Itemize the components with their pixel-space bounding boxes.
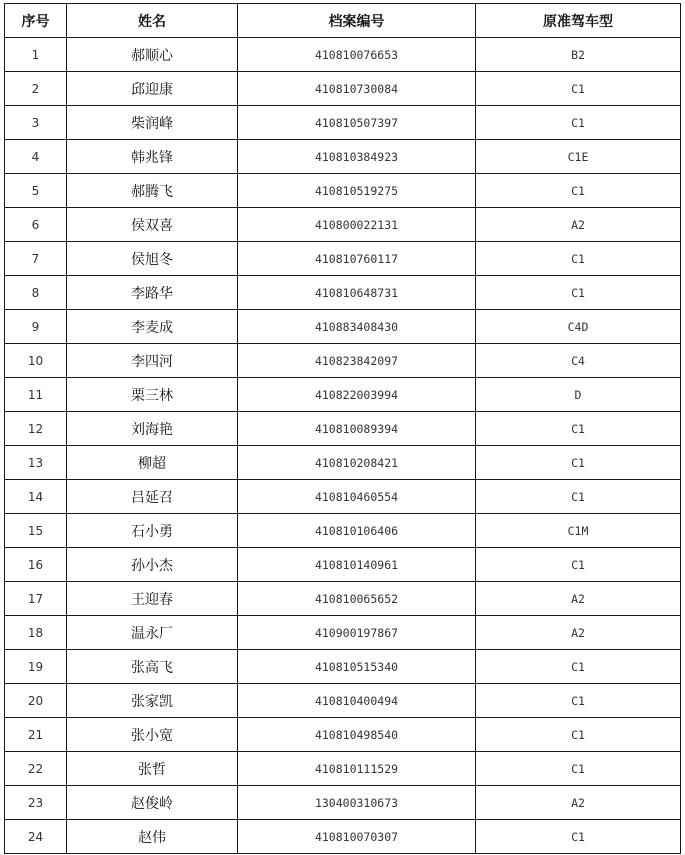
cell-file-number: 410810140961 [238, 548, 476, 582]
cell-license-class: C1 [476, 718, 681, 752]
cell-license-class: A2 [476, 616, 681, 650]
table-row [5, 140, 681, 174]
cell-name: 侯双喜 [67, 208, 238, 242]
cell-name: 张小宽 [67, 718, 238, 752]
license-table-container [4, 3, 681, 854]
cell-index: 2 [5, 72, 67, 106]
cell-index: 18 [5, 616, 67, 650]
table-row [5, 276, 681, 310]
cell-name: 吕延召 [67, 480, 238, 514]
cell-license-class: C1 [476, 446, 681, 480]
cell-index: 20 [5, 684, 67, 718]
cell-index: 14 [5, 480, 67, 514]
table-row [5, 446, 681, 480]
table-row [5, 412, 681, 446]
table-row [5, 514, 681, 548]
cell-file-number: 410810498540 [238, 718, 476, 752]
cell-index: 17 [5, 582, 67, 616]
cell-license-class: C1 [476, 820, 681, 854]
cell-license-class: C4 [476, 344, 681, 378]
cell-name: 郝顺心 [67, 38, 238, 72]
table-row [5, 650, 681, 684]
cell-file-number: 410800022131 [238, 208, 476, 242]
cell-index: 16 [5, 548, 67, 582]
cell-file-number: 410810400494 [238, 684, 476, 718]
table-row [5, 718, 681, 752]
cell-file-number: 410810515340 [238, 650, 476, 684]
cell-license-class: C1M [476, 514, 681, 548]
cell-license-class: C1 [476, 412, 681, 446]
cell-license-class: C1 [476, 752, 681, 786]
cell-file-number: 410810089394 [238, 412, 476, 446]
cell-file-number: 410883408430 [238, 310, 476, 344]
cell-index: 7 [5, 242, 67, 276]
table-row [5, 480, 681, 514]
cell-name: 温永厂 [67, 616, 238, 650]
cell-index: 10 [5, 344, 67, 378]
cell-index: 9 [5, 310, 67, 344]
cell-index: 5 [5, 174, 67, 208]
header-name: 姓名 [67, 4, 238, 38]
cell-license-class: C1 [476, 276, 681, 310]
table-row [5, 38, 681, 72]
table-row [5, 616, 681, 650]
cell-index: 6 [5, 208, 67, 242]
cell-file-number: 410900197867 [238, 616, 476, 650]
cell-name: 张哲 [67, 752, 238, 786]
cell-name: 李路华 [67, 276, 238, 310]
table-row [5, 752, 681, 786]
cell-name: 李麦成 [67, 310, 238, 344]
cell-name: 张高飞 [67, 650, 238, 684]
cell-file-number: 410810106406 [238, 514, 476, 548]
cell-name: 赵俊岭 [67, 786, 238, 820]
cell-name: 李四河 [67, 344, 238, 378]
table-row [5, 174, 681, 208]
cell-index: 8 [5, 276, 67, 310]
cell-name: 栗三林 [67, 378, 238, 412]
cell-index: 24 [5, 820, 67, 854]
cell-file-number: 410810111529 [238, 752, 476, 786]
cell-index: 23 [5, 786, 67, 820]
table-body [5, 38, 681, 854]
cell-index: 3 [5, 106, 67, 140]
cell-file-number: 410810208421 [238, 446, 476, 480]
cell-file-number: 410810384923 [238, 140, 476, 174]
table-row [5, 344, 681, 378]
header-license-class: 原准驾车型 [476, 4, 681, 38]
cell-index: 12 [5, 412, 67, 446]
cell-file-number: 410810507397 [238, 106, 476, 140]
cell-index: 22 [5, 752, 67, 786]
cell-license-class: C1E [476, 140, 681, 174]
cell-file-number: 410810519275 [238, 174, 476, 208]
table-row [5, 548, 681, 582]
cell-license-class: C1 [476, 684, 681, 718]
cell-file-number: 410823842097 [238, 344, 476, 378]
cell-name: 孙小杰 [67, 548, 238, 582]
table-row [5, 820, 681, 854]
cell-file-number: 410810070307 [238, 820, 476, 854]
cell-license-class: A2 [476, 208, 681, 242]
table-header [5, 4, 681, 38]
cell-file-number: 410822003994 [238, 378, 476, 412]
cell-name: 韩兆锋 [67, 140, 238, 174]
cell-license-class: A2 [476, 786, 681, 820]
cell-name: 石小勇 [67, 514, 238, 548]
cell-license-class: C1 [476, 480, 681, 514]
cell-file-number: 130400310673 [238, 786, 476, 820]
cell-name: 邱迎康 [67, 72, 238, 106]
cell-index: 11 [5, 378, 67, 412]
cell-name: 郝腾飞 [67, 174, 238, 208]
cell-license-class: C1 [476, 174, 681, 208]
cell-file-number: 410810460554 [238, 480, 476, 514]
header-row [5, 4, 681, 38]
cell-index: 4 [5, 140, 67, 174]
cell-name: 柴润峰 [67, 106, 238, 140]
cell-name: 张家凯 [67, 684, 238, 718]
table-row [5, 72, 681, 106]
cell-license-class: C1 [476, 106, 681, 140]
table-row [5, 208, 681, 242]
cell-license-class: C1 [476, 548, 681, 582]
table-row [5, 378, 681, 412]
cell-license-class: C1 [476, 650, 681, 684]
table-row [5, 242, 681, 276]
cell-name: 刘海艳 [67, 412, 238, 446]
cell-license-class: C1 [476, 72, 681, 106]
cell-index: 15 [5, 514, 67, 548]
header-index: 序号 [5, 4, 67, 38]
header-file-number: 档案编号 [238, 4, 476, 38]
cell-license-class: D [476, 378, 681, 412]
table-row [5, 310, 681, 344]
cell-license-class: B2 [476, 38, 681, 72]
license-table [4, 3, 681, 854]
table-row [5, 786, 681, 820]
cell-file-number: 410810065652 [238, 582, 476, 616]
cell-file-number: 410810076653 [238, 38, 476, 72]
cell-license-class: C1 [476, 242, 681, 276]
table-row [5, 582, 681, 616]
cell-license-class: C4D [476, 310, 681, 344]
table-row [5, 684, 681, 718]
cell-name: 赵伟 [67, 820, 238, 854]
cell-license-class: A2 [476, 582, 681, 616]
cell-index: 21 [5, 718, 67, 752]
table-row [5, 106, 681, 140]
cell-index: 1 [5, 38, 67, 72]
cell-name: 王迎春 [67, 582, 238, 616]
cell-index: 19 [5, 650, 67, 684]
cell-file-number: 410810648731 [238, 276, 476, 310]
cell-name: 侯旭冬 [67, 242, 238, 276]
cell-name: 柳超 [67, 446, 238, 480]
cell-file-number: 410810760117 [238, 242, 476, 276]
cell-index: 13 [5, 446, 67, 480]
cell-file-number: 410810730084 [238, 72, 476, 106]
